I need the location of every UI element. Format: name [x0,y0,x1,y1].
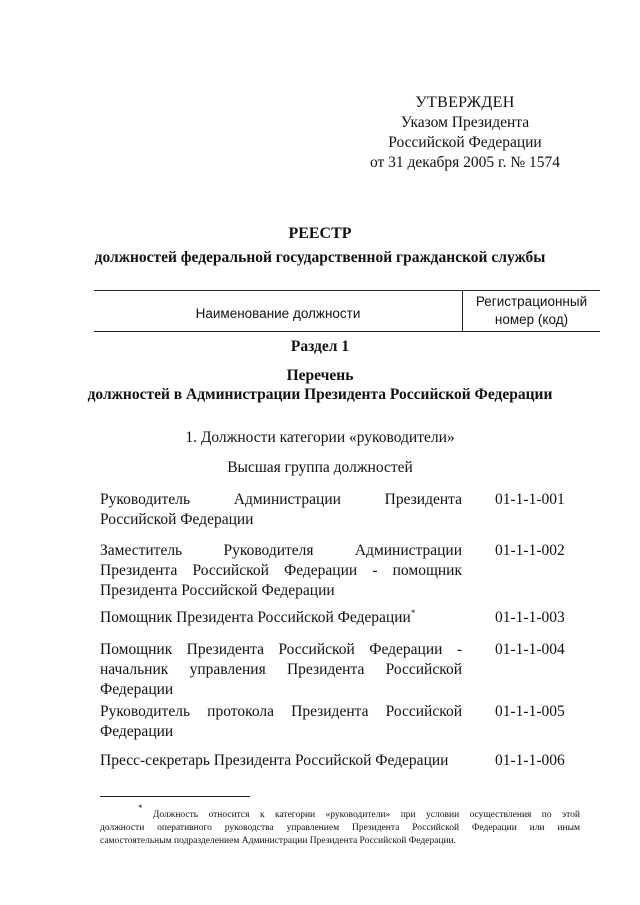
position-name-line: начальник управления Президента Российской [100,661,462,678]
position-name [100,751,462,771]
category-heading: 1. Должности категории «руководители» [185,429,455,446]
approval-date: от 31 декабря 2005 г. № 1574 [369,154,561,171]
approval-line-2: Указом Президента [400,114,530,131]
group-heading: Высшая группа должностей [227,459,413,476]
approval-line-3: Российской Федерации [388,134,542,151]
position-code: 01-1-1-001 [495,491,565,508]
footnote-text: Должность относится к категории «руководители» при условии осуществления по этой [152,810,580,820]
position-name [100,640,462,700]
position-name-line [100,608,462,628]
document-subtitle: должностей федеральной государственной гражданской службы [94,249,546,266]
table-header [94,290,600,332]
position-code: 01-1-1-006 [495,752,565,769]
footnote-mark: * [410,608,416,618]
position-name [100,490,462,530]
position-name-line: Заместитель Руководителя Администрации [100,542,462,559]
position-name-line: Федерации [100,723,174,740]
section-heading-line1: Перечень [286,367,354,384]
position-name-text: Помощник Президента Российской Федерации [100,609,411,626]
position-name-line: Федерации [100,681,174,698]
section-label: Раздел 1 [290,338,350,355]
column-header-name-label: Наименование должности [195,306,361,321]
position-name-line: Помощник Президента Российской Федерации - [100,641,462,658]
approval-title: УТВЕРЖДЕН [415,94,515,111]
footnote-line: самостоятельным подразделением Администрации Президента Российской Федерации. [100,836,456,846]
position-name-line: Президента Российской Федерации - помощник [100,562,462,579]
position-name [100,702,462,742]
column-header-code-line2: номер (код) [494,312,569,327]
section-heading-line2: должностей в Администрации Президента Российской Федерации [87,386,553,403]
column-header-code [463,291,600,331]
column-header-code-line1: Регистрационный [475,294,588,309]
footnote-line: должности оперативного руководства управлением Президента Российской Федерации или иным [100,823,580,833]
position-code: 01-1-1-002 [495,542,565,559]
position-code: 01-1-1-005 [495,703,565,720]
footnote-line [100,803,580,822]
document-title: РЕЕСТР [288,225,352,242]
column-header-name [94,291,463,331]
position-name-line: Президента Российской Федерации [100,582,335,599]
position-name-line: Российской Федерации [100,511,254,528]
footnote-mark: * [138,803,143,813]
position-code: 01-1-1-004 [495,641,565,658]
approval-block [340,93,590,173]
position-name-line: Руководитель протокола Президента Российской [100,703,462,720]
position-code: 01-1-1-003 [495,609,565,626]
position-name-line: Руководитель Администрации Президента [100,491,462,508]
footnote-divider [100,796,250,797]
position-name-line: Пресс-секретарь Президента Российской Федерации [100,752,449,769]
position-name [100,541,462,601]
position-name [100,608,462,628]
footnote [100,803,580,848]
